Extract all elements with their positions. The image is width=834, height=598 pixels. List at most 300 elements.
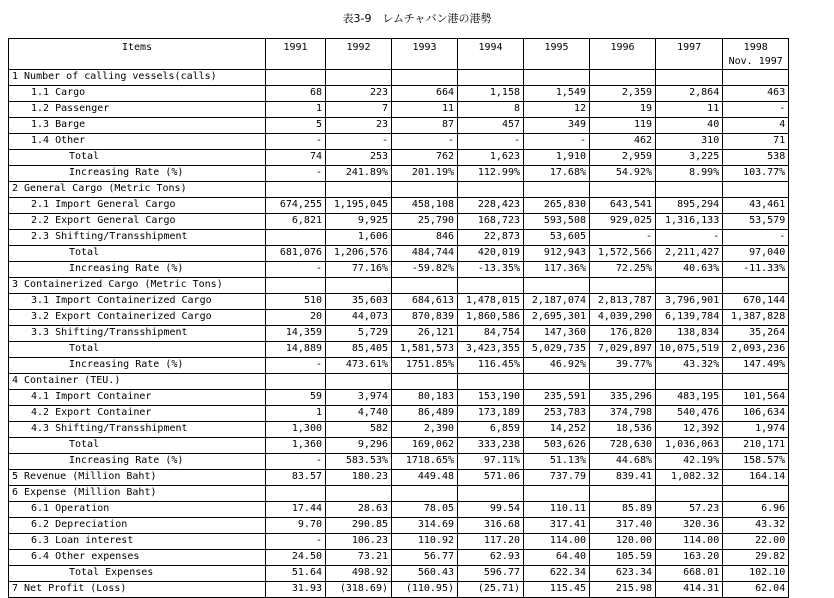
cell-value: -13.35% xyxy=(458,262,524,278)
row-label: 3.1 Import Containerized Cargo xyxy=(9,294,266,310)
cell-value xyxy=(590,70,656,86)
cell-value: 51.64 xyxy=(266,566,326,582)
cell-value: 333,238 xyxy=(458,438,524,454)
cell-value: 449.48 xyxy=(392,470,458,486)
cell-value: 10,075,519 xyxy=(656,342,723,358)
cell-value xyxy=(723,278,789,294)
cell-value: - xyxy=(656,230,723,246)
cell-value: 173,189 xyxy=(458,406,524,422)
cell-value: 23 xyxy=(326,118,392,134)
table-row xyxy=(9,550,789,566)
cell-value: 3,423,355 xyxy=(458,342,524,358)
cell-value: 26,121 xyxy=(392,326,458,342)
table-row xyxy=(9,470,789,486)
cell-value xyxy=(656,70,723,86)
cell-value xyxy=(524,182,590,198)
cell-value xyxy=(458,374,524,390)
cell-value: 42.19% xyxy=(656,454,723,470)
cell-value: 265,830 xyxy=(524,198,590,214)
cell-value xyxy=(524,486,590,502)
cell-value: 335,296 xyxy=(590,390,656,406)
cell-value: 241.89% xyxy=(326,166,392,182)
cell-value: 117.36% xyxy=(524,262,590,278)
cell-value xyxy=(266,70,326,86)
cell-value: 374,798 xyxy=(590,406,656,422)
row-label: 5 Revenue (Million Baht) xyxy=(9,470,266,486)
cell-value: 870,839 xyxy=(392,310,458,326)
cell-value: 18,536 xyxy=(590,422,656,438)
cell-value xyxy=(392,374,458,390)
cell-value: 57.23 xyxy=(656,502,723,518)
row-label: 1.2 Passenger xyxy=(9,102,266,118)
cell-value: 684,613 xyxy=(392,294,458,310)
cell-value: 317.41 xyxy=(524,518,590,534)
table-row xyxy=(9,70,789,86)
cell-value: 1,036,063 xyxy=(656,438,723,454)
cell-value: 253 xyxy=(326,150,392,166)
cell-value: 484,744 xyxy=(392,246,458,262)
cell-value: 62.93 xyxy=(458,550,524,566)
cell-value: 53,579 xyxy=(723,214,789,230)
cell-value: 29.82 xyxy=(723,550,789,566)
cell-value: 62.04 xyxy=(723,582,789,598)
cell-value: 83.57 xyxy=(266,470,326,486)
table-row xyxy=(9,230,789,246)
cell-value xyxy=(656,374,723,390)
cell-value: 1718.65% xyxy=(392,454,458,470)
cell-value: 253,783 xyxy=(524,406,590,422)
cell-value: 462 xyxy=(590,134,656,150)
cell-value: 623.34 xyxy=(590,566,656,582)
cell-value: 1,572,566 xyxy=(590,246,656,262)
cell-value: 8.99% xyxy=(656,166,723,182)
cell-value xyxy=(326,278,392,294)
table-row xyxy=(9,374,789,390)
cell-value: 71 xyxy=(723,134,789,150)
cell-value: 101,564 xyxy=(723,390,789,406)
cell-value: 463 xyxy=(723,86,789,102)
cell-value xyxy=(590,486,656,502)
cell-value: 14,252 xyxy=(524,422,590,438)
cell-value: 6,859 xyxy=(458,422,524,438)
row-label: 2 General Cargo (Metric Tons) xyxy=(9,182,266,198)
cell-value xyxy=(266,230,326,246)
cell-value: 622.34 xyxy=(524,566,590,582)
cell-value: 22,873 xyxy=(458,230,524,246)
table-row xyxy=(9,406,789,422)
row-label: 4.1 Import Container xyxy=(9,390,266,406)
row-label: 1.4 Other xyxy=(9,134,266,150)
cell-value: 31.93 xyxy=(266,582,326,598)
cell-value: 53,605 xyxy=(524,230,590,246)
cell-value: 1 xyxy=(266,406,326,422)
cell-value: 1751.85% xyxy=(392,358,458,374)
cell-value: 3,796,901 xyxy=(656,294,723,310)
cell-value: 1,387,828 xyxy=(723,310,789,326)
row-label: 1.3 Barge xyxy=(9,118,266,134)
cell-value: (110.95) xyxy=(392,582,458,598)
cell-value: 17.68% xyxy=(524,166,590,182)
cell-value: 19 xyxy=(590,102,656,118)
cell-value: 80,183 xyxy=(392,390,458,406)
cell-value: 112.99% xyxy=(458,166,524,182)
cell-value: 77.16% xyxy=(326,262,392,278)
cell-value: 2,187,074 xyxy=(524,294,590,310)
cell-value: 158.57% xyxy=(723,454,789,470)
cell-value: 40.63% xyxy=(656,262,723,278)
table-row xyxy=(9,86,789,102)
cell-value xyxy=(723,374,789,390)
cell-value: 3,225 xyxy=(656,150,723,166)
cell-value: 73.21 xyxy=(326,550,392,566)
cell-value: - xyxy=(723,102,789,118)
cell-value: 846 xyxy=(392,230,458,246)
cell-value: 97,040 xyxy=(723,246,789,262)
cell-value: 664 xyxy=(392,86,458,102)
cell-value: 290.85 xyxy=(326,518,392,534)
cell-value: 2,864 xyxy=(656,86,723,102)
cell-value: 11 xyxy=(392,102,458,118)
cell-value: 728,630 xyxy=(590,438,656,454)
cell-value: 114.00 xyxy=(656,534,723,550)
cell-value: 68 xyxy=(266,86,326,102)
cell-value: 912,943 xyxy=(524,246,590,262)
cell-value: 1,082.32 xyxy=(656,470,723,486)
cell-value: 571.06 xyxy=(458,470,524,486)
cell-value: 9,296 xyxy=(326,438,392,454)
cell-value: 43,461 xyxy=(723,198,789,214)
row-label: 1 Number of calling vessels(calls) xyxy=(9,70,266,86)
cell-value xyxy=(458,182,524,198)
table-row xyxy=(9,294,789,310)
cell-value: 1,860,586 xyxy=(458,310,524,326)
cell-value: 223 xyxy=(326,86,392,102)
cell-value: (318.69) xyxy=(326,582,392,598)
cell-value: 895,294 xyxy=(656,198,723,214)
table-row xyxy=(9,518,789,534)
cell-value: 310 xyxy=(656,134,723,150)
table-row xyxy=(9,118,789,134)
row-label: 6.2 Depreciation xyxy=(9,518,266,534)
cell-value: 12,392 xyxy=(656,422,723,438)
cell-value: 314.69 xyxy=(392,518,458,534)
cell-value: 72.25% xyxy=(590,262,656,278)
cell-value xyxy=(266,278,326,294)
table-row xyxy=(9,198,789,214)
cell-value xyxy=(590,374,656,390)
cell-value xyxy=(458,70,524,86)
cell-value: 8 xyxy=(458,102,524,118)
cell-value: 84,754 xyxy=(458,326,524,342)
header-year: 1994 xyxy=(458,39,524,70)
cell-value: 64.40 xyxy=(524,550,590,566)
cell-value: 349 xyxy=(524,118,590,134)
cell-value: - xyxy=(723,230,789,246)
row-label: 4.3 Shifting/Transshipment xyxy=(9,422,266,438)
cell-value: 56.77 xyxy=(392,550,458,566)
table-row xyxy=(9,310,789,326)
cell-value: 1,581,573 xyxy=(392,342,458,358)
cell-value: - xyxy=(266,358,326,374)
cell-value: 1,478,015 xyxy=(458,294,524,310)
header-year: 1992 xyxy=(326,39,392,70)
cell-value: 59 xyxy=(266,390,326,406)
cell-value xyxy=(723,70,789,86)
cell-value: 1,206,576 xyxy=(326,246,392,262)
cell-value: - xyxy=(266,454,326,470)
cell-value: 164.14 xyxy=(723,470,789,486)
table-row xyxy=(9,358,789,374)
header-year: 1997 xyxy=(656,39,723,70)
row-label: 6.3 Loan interest xyxy=(9,534,266,550)
cell-value: 105.59 xyxy=(590,550,656,566)
cell-value: 420,019 xyxy=(458,246,524,262)
cell-value: 43.32% xyxy=(656,358,723,374)
cell-value: 103.77% xyxy=(723,166,789,182)
cell-value: 20 xyxy=(266,310,326,326)
row-label: Total xyxy=(9,246,266,262)
table-row xyxy=(9,534,789,550)
cell-value: 593,508 xyxy=(524,214,590,230)
cell-value: - xyxy=(590,230,656,246)
cell-value: 1,158 xyxy=(458,86,524,102)
cell-value: 1,360 xyxy=(266,438,326,454)
row-label: 6.1 Operation xyxy=(9,502,266,518)
cell-value: -59.82% xyxy=(392,262,458,278)
cell-value: 168,723 xyxy=(458,214,524,230)
cell-value: 40 xyxy=(656,118,723,134)
cell-value: 51.13% xyxy=(524,454,590,470)
cell-value: 414.31 xyxy=(656,582,723,598)
cell-value: 5,729 xyxy=(326,326,392,342)
cell-value: 12 xyxy=(524,102,590,118)
cell-value: 116.45% xyxy=(458,358,524,374)
header-year-1998 xyxy=(723,39,789,70)
cell-value: 9,925 xyxy=(326,214,392,230)
cell-value: 85,405 xyxy=(326,342,392,358)
table-row xyxy=(9,246,789,262)
cell-value: 596.77 xyxy=(458,566,524,582)
row-label: 4 Container (TEU.) xyxy=(9,374,266,390)
cell-value: 473.61% xyxy=(326,358,392,374)
table-row xyxy=(9,214,789,230)
cell-value: 114.00 xyxy=(524,534,590,550)
cell-value: 17.44 xyxy=(266,502,326,518)
cell-value: 147,360 xyxy=(524,326,590,342)
cell-value: 2,959 xyxy=(590,150,656,166)
cell-value: (25.71) xyxy=(458,582,524,598)
cell-value: 11 xyxy=(656,102,723,118)
table-row xyxy=(9,326,789,342)
table-row xyxy=(9,390,789,406)
cell-value xyxy=(392,182,458,198)
cell-value xyxy=(458,486,524,502)
cell-value: 1,195,045 xyxy=(326,198,392,214)
cell-value xyxy=(723,486,789,502)
cell-value xyxy=(392,278,458,294)
header-year: 1991 xyxy=(266,39,326,70)
cell-value: 1,606 xyxy=(326,230,392,246)
cell-value: - xyxy=(392,134,458,150)
cell-value xyxy=(266,374,326,390)
cell-value: 106,634 xyxy=(723,406,789,422)
table-row xyxy=(9,502,789,518)
table-row xyxy=(9,182,789,198)
cell-value: 102.10 xyxy=(723,566,789,582)
cell-value: 929,025 xyxy=(590,214,656,230)
cell-value: 1,974 xyxy=(723,422,789,438)
cell-value: 43.32 xyxy=(723,518,789,534)
row-label: Increasing Rate (%) xyxy=(9,166,266,182)
cell-value: 97.11% xyxy=(458,454,524,470)
cell-value: 316.68 xyxy=(458,518,524,534)
header-year: 1995 xyxy=(524,39,590,70)
header-year: 1996 xyxy=(590,39,656,70)
cell-value: 44.68% xyxy=(590,454,656,470)
cell-value: 78.05 xyxy=(392,502,458,518)
cell-value: 762 xyxy=(392,150,458,166)
cell-value: 5 xyxy=(266,118,326,134)
row-label: 2.1 Import General Cargo xyxy=(9,198,266,214)
row-label: 3.2 Export Containerized Cargo xyxy=(9,310,266,326)
cell-value: 681,076 xyxy=(266,246,326,262)
cell-value: 6,821 xyxy=(266,214,326,230)
cell-value: 483,195 xyxy=(656,390,723,406)
cell-value: - xyxy=(266,134,326,150)
table-row xyxy=(9,262,789,278)
cell-value: 54.92% xyxy=(590,166,656,182)
cell-value: 7 xyxy=(326,102,392,118)
cell-value: 737.79 xyxy=(524,470,590,486)
cell-value: 138,834 xyxy=(656,326,723,342)
cell-value xyxy=(326,70,392,86)
cell-value: 153,190 xyxy=(458,390,524,406)
row-label: Total xyxy=(9,342,266,358)
cell-value: 1,549 xyxy=(524,86,590,102)
header-year-note: Nov. 1997 xyxy=(728,56,783,67)
cell-value: 235,591 xyxy=(524,390,590,406)
cell-value xyxy=(656,278,723,294)
cell-value xyxy=(326,374,392,390)
cell-value: 5,029,735 xyxy=(524,342,590,358)
cell-value xyxy=(723,182,789,198)
cell-value: 117.20 xyxy=(458,534,524,550)
table-row xyxy=(9,454,789,470)
cell-value: - xyxy=(266,166,326,182)
row-label: Increasing Rate (%) xyxy=(9,358,266,374)
cell-value: -11.33% xyxy=(723,262,789,278)
cell-value xyxy=(656,182,723,198)
cell-value: - xyxy=(524,134,590,150)
page-title: 表3-9 レムチャバン港の港勢 xyxy=(342,12,492,25)
row-label: 2.3 Shifting/Transshipment xyxy=(9,230,266,246)
cell-value: 540,476 xyxy=(656,406,723,422)
header-year: 1998 xyxy=(743,42,768,53)
cell-value: 110.11 xyxy=(524,502,590,518)
cell-value: 3,974 xyxy=(326,390,392,406)
cell-value: 7,029,897 xyxy=(590,342,656,358)
cell-value: 35,603 xyxy=(326,294,392,310)
cell-value: 4,039,290 xyxy=(590,310,656,326)
cell-value: 1,316,133 xyxy=(656,214,723,230)
cell-value: 538 xyxy=(723,150,789,166)
cell-value: 498.92 xyxy=(326,566,392,582)
cell-value: 4 xyxy=(723,118,789,134)
cell-value xyxy=(458,278,524,294)
cell-value: 317.40 xyxy=(590,518,656,534)
table-row xyxy=(9,102,789,118)
row-label: Total Expenses xyxy=(9,566,266,582)
cell-value: 320.36 xyxy=(656,518,723,534)
cell-value: 458,108 xyxy=(392,198,458,214)
cell-value: 503,626 xyxy=(524,438,590,454)
cell-value: 582 xyxy=(326,422,392,438)
cell-value: 228,423 xyxy=(458,198,524,214)
row-label: 6 Expense (Million Baht) xyxy=(9,486,266,502)
row-label: 2.2 Export General Cargo xyxy=(9,214,266,230)
cell-value: 14,889 xyxy=(266,342,326,358)
cell-value: 560.43 xyxy=(392,566,458,582)
cell-value: - xyxy=(266,534,326,550)
row-label: Increasing Rate (%) xyxy=(9,262,266,278)
cell-value xyxy=(392,70,458,86)
cell-value: 215.98 xyxy=(590,582,656,598)
cell-value: 2,695,301 xyxy=(524,310,590,326)
row-label: 4.2 Export Container xyxy=(9,406,266,422)
cell-value: 163.20 xyxy=(656,550,723,566)
row-label: 7 Net Profit (Loss) xyxy=(9,582,266,598)
table-row xyxy=(9,438,789,454)
cell-value: 44,073 xyxy=(326,310,392,326)
table-row xyxy=(9,486,789,502)
cell-value: 39.77% xyxy=(590,358,656,374)
cell-value: 22.00 xyxy=(723,534,789,550)
row-label: 1.1 Cargo xyxy=(9,86,266,102)
cell-value xyxy=(266,486,326,502)
table-row xyxy=(9,342,789,358)
cell-value xyxy=(326,486,392,502)
cell-value: 457 xyxy=(458,118,524,134)
table-row xyxy=(9,278,789,294)
cell-value xyxy=(524,374,590,390)
header-row xyxy=(9,39,789,70)
port-statistics-table xyxy=(8,38,789,598)
cell-value: 147.49% xyxy=(723,358,789,374)
cell-value xyxy=(266,182,326,198)
cell-value xyxy=(524,70,590,86)
cell-value: 120.00 xyxy=(590,534,656,550)
cell-value: 1,300 xyxy=(266,422,326,438)
cell-value: 510 xyxy=(266,294,326,310)
cell-value: 668.01 xyxy=(656,566,723,582)
cell-value xyxy=(590,278,656,294)
cell-value xyxy=(524,278,590,294)
cell-value: 1,623 xyxy=(458,150,524,166)
cell-value: 9.70 xyxy=(266,518,326,534)
cell-value: 106.23 xyxy=(326,534,392,550)
row-label: 6.4 Other expenses xyxy=(9,550,266,566)
table-row xyxy=(9,134,789,150)
cell-value: 25,790 xyxy=(392,214,458,230)
cell-value: 28.63 xyxy=(326,502,392,518)
table-row xyxy=(9,150,789,166)
cell-value: 180.23 xyxy=(326,470,392,486)
cell-value: 643,541 xyxy=(590,198,656,214)
cell-value: 2,359 xyxy=(590,86,656,102)
cell-value: 85.89 xyxy=(590,502,656,518)
table-row xyxy=(9,166,789,182)
header-year: 1993 xyxy=(392,39,458,70)
